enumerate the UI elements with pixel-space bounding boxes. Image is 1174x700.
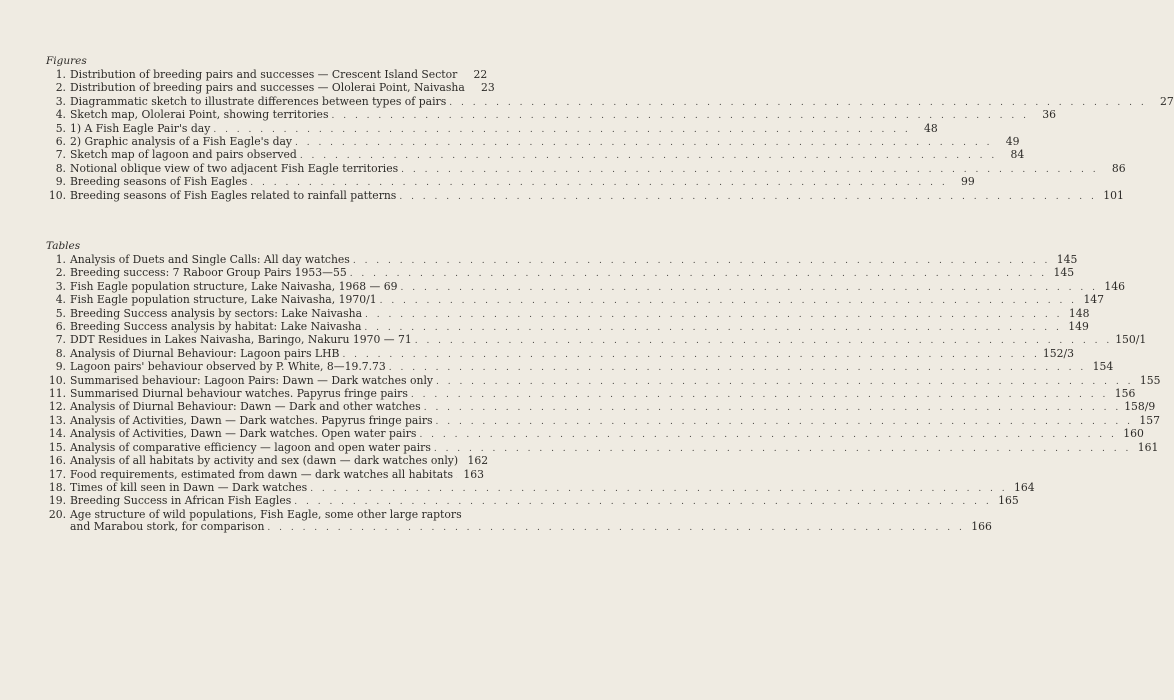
entry-number: 3. — [55, 279, 66, 293]
entry-page-number: 156 — [1114, 387, 1136, 401]
entry-page-number: 164 — [1014, 480, 1035, 494]
entry-page-number: 154 — [1092, 360, 1114, 374]
entry-title: Times of kill seen in Dawn — Dark watches — [70, 480, 308, 494]
toc-entry-table-11 — [44, 387, 1136, 401]
toc-entry-figure-8 — [44, 161, 1126, 176]
toc-entry-table-1 — [44, 253, 1078, 267]
dot-leader: . . . . . . . . . . . . . . . . . . . . . . . . . . . . . . . . . . . . . . . . . . . . . . . . . . . . . . . . . . . . — [365, 309, 1063, 320]
entry-title: Analysis of Diurnal Behaviour: Lagoon pairs LHB — [70, 346, 340, 360]
toc-entry-table-9 — [44, 360, 1114, 374]
tables-section — [44, 240, 1161, 535]
entry-title: Analysis of Activities, Dawn — Dark watches. Open water pairs — [70, 427, 417, 441]
dot-leader: . . . . . . . . . . . . . . . . . . . . . . . . . . . . . . . . . . . . . . . . . . . . . . . . . . . . . . . . . . . . — [342, 349, 1040, 360]
toc-entry-table-13 — [44, 413, 1160, 428]
toc-entry-figure-7 — [44, 148, 1025, 162]
toc-entry-table-4 — [44, 293, 1105, 307]
toc-entry-table-20 — [44, 507, 992, 535]
entry-number: 5. — [55, 306, 66, 320]
entry-title: Diagrammatic sketch to illustrate differences between types of pairs — [70, 94, 447, 108]
entry-title-line-1: Age structure of wild populations, Fish Eagle, some other large raptors — [70, 507, 462, 521]
entry-title: Breeding seasons of Fish Eagles related to rainfall patterns — [70, 188, 397, 202]
entry-title: Sketch map of lagoon and pairs observed — [70, 148, 297, 162]
toc-entry-figure-1 — [44, 68, 488, 82]
toc-entry-figure-9 — [44, 175, 975, 189]
entry-title: Breeding Success analysis by habitat: Lake Naivasha — [70, 320, 362, 334]
entry-title: Distribution of breeding pairs and successes — Crescent Island Sector — [70, 68, 458, 81]
toc-entry-table-12 — [44, 400, 1156, 414]
figures-section — [44, 55, 1174, 203]
entry-number: 10. — [48, 373, 66, 387]
entry-number: 13. — [48, 413, 66, 427]
entry-title: 1) A Fish Eagle Pair's day — [70, 121, 211, 135]
entry-title: Summarised behaviour: Lagoon Pairs: Dawn — Dark watches only — [70, 373, 433, 387]
dot-leader: . . . . . . . . . . . . . . . . . . . . . . . . . . . . . . . . . . . . . . . . . . . . . . . . . . . . . . . . . . . . — [364, 323, 1062, 334]
dot-leader: . . . . . . . . . . . . . . . . . . . . . . . . . . . . . . . . . . . . . . . . . . . . . . . . . . . . . . . . . . . . — [388, 363, 1087, 374]
entry-page-number: 160 — [1123, 427, 1144, 441]
entry-number: 4. — [55, 108, 66, 122]
toc-entry-table-7 — [44, 333, 1147, 347]
entry-number: 8. — [55, 161, 66, 175]
toc-entry-table-14 — [44, 427, 1144, 441]
toc-entry-figure-4 — [44, 108, 1056, 122]
dot-leader: . . . . . . . . . . . . . . . . . . . . . . . . . . . . . . . . . . . . . . . . . . . . . . . . . . . . . . . . . . . . — [449, 97, 1147, 108]
dot-leader: . . . . . . . . . . . . . . . . . . . . . . . . . . . . . . . . . . . . . . . . . . . . . . . . . . . . . . . . . . . . — [299, 151, 998, 162]
dot-leader: . . . . . . . . . . . . . . . . . . . . . . . . . . . . . . . . . . . . . . . . . . . . . . . . . . . . . . . . . . . . — [401, 164, 1099, 175]
toc-entry-figure-5 — [44, 121, 938, 136]
entry-number: 9. — [55, 175, 66, 189]
entry-page-number: 149 — [1068, 320, 1089, 334]
dot-leader: . . . . . . . . . . . . . . . . . . . . . . . . . . . . . . . . . . . . . . . . . . . . . . . . . . . . . . . . . . . . — [400, 282, 1098, 293]
entry-page-number: 36 — [1042, 108, 1056, 122]
entry-number: 3. — [55, 94, 66, 108]
entry-title: Notional oblique view of two adjacent Fish Eagle territories — [70, 161, 399, 175]
dot-leader: . . . . . . . . . . . . . . . . . . . . . . . . . . . . . . . . . . . . . . . . . . . . . . . . . . . . . . . . . . . . — [379, 296, 1078, 307]
entry-title: Breeding seasons of Fish Eagles — [70, 175, 248, 189]
dot-leader: . . . . . . . . . . . . . . . . . . . . . . . . . . . . . . . . . . . . . . . . . . . . . . . . . . . . . . . . . . . . — [294, 497, 992, 508]
toc-entry-table-17 — [44, 469, 484, 482]
toc-entry-table-16 — [44, 454, 489, 468]
entry-number: 7. — [55, 148, 66, 162]
entry-page-number: 158/9 — [1124, 400, 1156, 414]
dot-leader: . . . . . . . . . . . . . . . . . . . . . . . . . . . . . . . . . . . . . . . . . . . . . . . . . . . . . . . . . . . . — [419, 430, 1117, 441]
entry-page-number: 165 — [998, 494, 1019, 508]
entry-page-number: 152/3 — [1042, 346, 1075, 360]
entry-page-number: 145 — [1056, 253, 1078, 266]
toc-entry-figure-10 — [44, 188, 1124, 203]
entry-page-number: 148 — [1068, 306, 1090, 320]
entry-title: Breeding Success in African Fish Eagles — [70, 494, 292, 508]
toc-entry-table-8 — [44, 346, 1075, 361]
dot-leader: . . . . . . . . . . . . . . . . . . . . . . . . . . . . . . . . . . . . . . . . . . . . . . . . . . . . . . . . . . . . — [410, 390, 1109, 401]
entry-page-number: 157 — [1139, 413, 1160, 427]
dot-leader: . . . . . . . . . . . . . . . . . . . . . . . . . . . . . . . . . . . . . . . . . . . . . . . . . . . . . . . . . . . . — [399, 191, 1097, 202]
entry-number: 18. — [48, 480, 66, 494]
dot-leader: . . . . . . . . . . . . . . . . . . . . . . . . . . . . . . . . . . . . . . . . . . . . . . . . . . . . . . . . . . . . — [435, 416, 1133, 427]
entry-title: Summarised Diurnal behaviour watches. Papyrus fringe pairs — [70, 387, 408, 401]
dot-leader — [456, 470, 457, 482]
entry-page-number: 150/1 — [1115, 333, 1147, 347]
dot-leader: . . . . . . . . . . . . . . . . . . . . . . . . . . . . . . . . . . . . . . . . . . . . . . . . . . . . . . . . . . . . — [331, 111, 1029, 122]
toc-entry-figure-2 — [44, 81, 495, 95]
dot-leader: . . . . . . . . . . . . . . . . . . . . . . . . . . . . . . . . . . . . . . . . . . . . . . . . . . . . . . . . . . . . — [213, 124, 911, 135]
tables-list — [44, 253, 1161, 509]
entry-number: 1. — [55, 68, 66, 81]
entry-page-number: 163 — [463, 467, 484, 481]
entry-number: 20. — [48, 507, 66, 521]
entry-page-number: 166 — [971, 520, 992, 534]
entry-number: 5. — [55, 121, 66, 135]
toc-entry-table-19 — [44, 494, 1019, 508]
entry-number: 9. — [55, 360, 66, 374]
entry-title: Food requirements, estimated from dawn — dark watches all habitats — [70, 467, 454, 481]
dot-leader: . . . . . . . . . . . . . . . . . . . . . . . . . . . . . . . . . . . . . . . . . . . . . . . . . . . . . . . . . . . . — [436, 376, 1134, 387]
entry-page-number: 48 — [924, 121, 938, 135]
dot-leader: . . . . . . . . . . . . . . . . . . . . . . . . . . . . . . . . . . . . . . . . . . . . . . . . . . . . . . . . . . . . — [433, 443, 1132, 454]
entry-page-number: 49 — [1005, 135, 1020, 149]
entry-title: Analysis of Diurnal Behaviour: Dawn — Dark and other watches — [70, 400, 421, 414]
entry-page-number: 27 — [1159, 94, 1174, 108]
dot-leader: . . . . . . . . . . . . . . . . . . . . . . . . . . . . . . . . . . . . . . . . . . . . . . . . . . . . . . . . . . . . — [310, 483, 1008, 494]
figures-heading: Figures — [46, 55, 87, 67]
toc-entry-table-5 — [44, 306, 1090, 321]
entry-page-number: 155 — [1139, 373, 1161, 387]
entry-title-line-2: and Marabou stork, for comparison — [70, 520, 265, 534]
toc-entry-table-6 — [44, 320, 1089, 334]
entry-number: 11. — [48, 387, 66, 401]
entry-number: 15. — [48, 440, 66, 454]
tables-heading: Tables — [46, 240, 81, 252]
entry-title: Analysis of Duets and Single Calls: All day watches — [70, 253, 350, 266]
entry-page-number: 99 — [961, 175, 975, 189]
entry-page-number: 161 — [1137, 440, 1159, 454]
entry-title: 2) Graphic analysis of a Fish Eagle's day — [70, 135, 293, 149]
dot-leader: . . . . . . . . . . . . . . . . . . . . . . . . . . . . . . . . . . . . . . . . . . . . . . . . . . . . . . . . . . . . — [423, 403, 1122, 414]
entry-number: 12. — [48, 400, 66, 414]
entry-page-number: 162 — [467, 454, 489, 468]
entry-number: 1. — [55, 253, 66, 266]
entry-title: Analysis of Activities, Dawn — Dark watches. Papyrus fringe pairs — [70, 413, 433, 427]
dot-leader: . . . . . . . . . . . . . . . . . . . . . . . . . . . . . . . . . . . . . . . . . . . . . . . . . . . . . . . . . . . . — [352, 256, 1051, 266]
entry-page-number: 23 — [481, 81, 495, 95]
entry-title: Distribution of breeding pairs and successes — Ololerai Point, Naivasha — [70, 81, 465, 95]
entry-number: 6. — [55, 320, 66, 334]
figures-list — [44, 68, 1174, 203]
entry-page-number: 146 — [1104, 279, 1125, 293]
toc-entry-table-2 — [44, 266, 1075, 280]
entry-number: 6. — [55, 135, 66, 149]
entry-title: Fish Eagle population structure, Lake Naivasha, 1970/1 — [70, 293, 377, 307]
dot-leader: . . . . . . . . . . . . . . . . . . . . . . . . . . . . . . . . . . . . . . . . . . . . . . . . . . . . . . . . . . . . — [267, 523, 965, 534]
entry-title: Breeding success: 7 Raboor Group Pairs 1953—55 — [70, 266, 347, 280]
entry-number: 19. — [48, 494, 66, 508]
entry-page-number: 84 — [1010, 148, 1025, 162]
toc-entry-table-3 — [44, 279, 1125, 294]
toc-entry-table-15 — [44, 440, 1159, 455]
entry-number: 2. — [55, 266, 66, 280]
dot-leader: . . . . . . . . . . . . . . . . . . . . . . . . . . . . . . . . . . . . . . . . . . . . . . . . . . . . . . . . . . . . — [349, 269, 1048, 280]
entry-number: 16. — [48, 454, 66, 468]
entry-title: Sketch map, Ololerai Point, showing territories — [70, 108, 329, 122]
toc-entry-table-18 — [44, 480, 1035, 495]
toc-entry-figure-3 — [44, 94, 1174, 109]
entry-body — [70, 509, 992, 535]
entry-page-number: 147 — [1083, 293, 1105, 307]
entry-page-number: 86 — [1111, 161, 1126, 175]
entry-number: 14. — [48, 427, 66, 441]
entry-number: 7. — [55, 333, 66, 347]
entry-title: Breeding Success analysis by sectors: Lake Naivasha — [70, 306, 363, 320]
entry-title: Fish Eagle population structure, Lake Naivasha, 1968 — 69 — [70, 279, 398, 293]
entry-number: 17. — [48, 467, 66, 481]
entry-number: 2. — [55, 81, 66, 95]
entry-title: Analysis of all habitats by activity and sex (dawn — dark watches only) — [70, 454, 459, 468]
entry-page-number: 145 — [1053, 266, 1075, 280]
entry-page-number: 22 — [473, 68, 488, 81]
entry-number: 4. — [55, 293, 66, 307]
entry-title: DDT Residues in Lakes Naivasha, Baringo, Nakuru 1970 — 71 — [70, 333, 412, 347]
entry-title: Lagoon pairs' behaviour observed by P. White, 8—19.7.73 — [70, 360, 386, 374]
dot-leader: . . . . . . . . . . . . . . . . . . . . . . . . . . . . . . . . . . . . . . . . . . . . . . . . . . . . . . . . . . . . — [295, 138, 993, 149]
entry-number: 8. — [55, 346, 66, 360]
dot-leader: . . . . . . . . . . . . . . . . . . . . . . . . . . . . . . . . . . . . . . . . . . . . . . . . . . . . . . . . . . . . — [414, 336, 1113, 347]
entry-number: 10. — [48, 188, 66, 202]
entry-title: Analysis of comparative efficiency — lagoon and open water pairs — [70, 440, 431, 454]
entry-page-number: 101 — [1103, 188, 1124, 202]
dot-leader: . . . . . . . . . . . . . . . . . . . . . . . . . . . . . . . . . . . . . . . . . . . . . . . . . . . . . . . . . . . . — [250, 178, 948, 189]
toc-entry-table-10 — [44, 373, 1161, 388]
toc-entry-figure-6 — [44, 135, 1020, 149]
entry-line-2 — [70, 521, 992, 534]
